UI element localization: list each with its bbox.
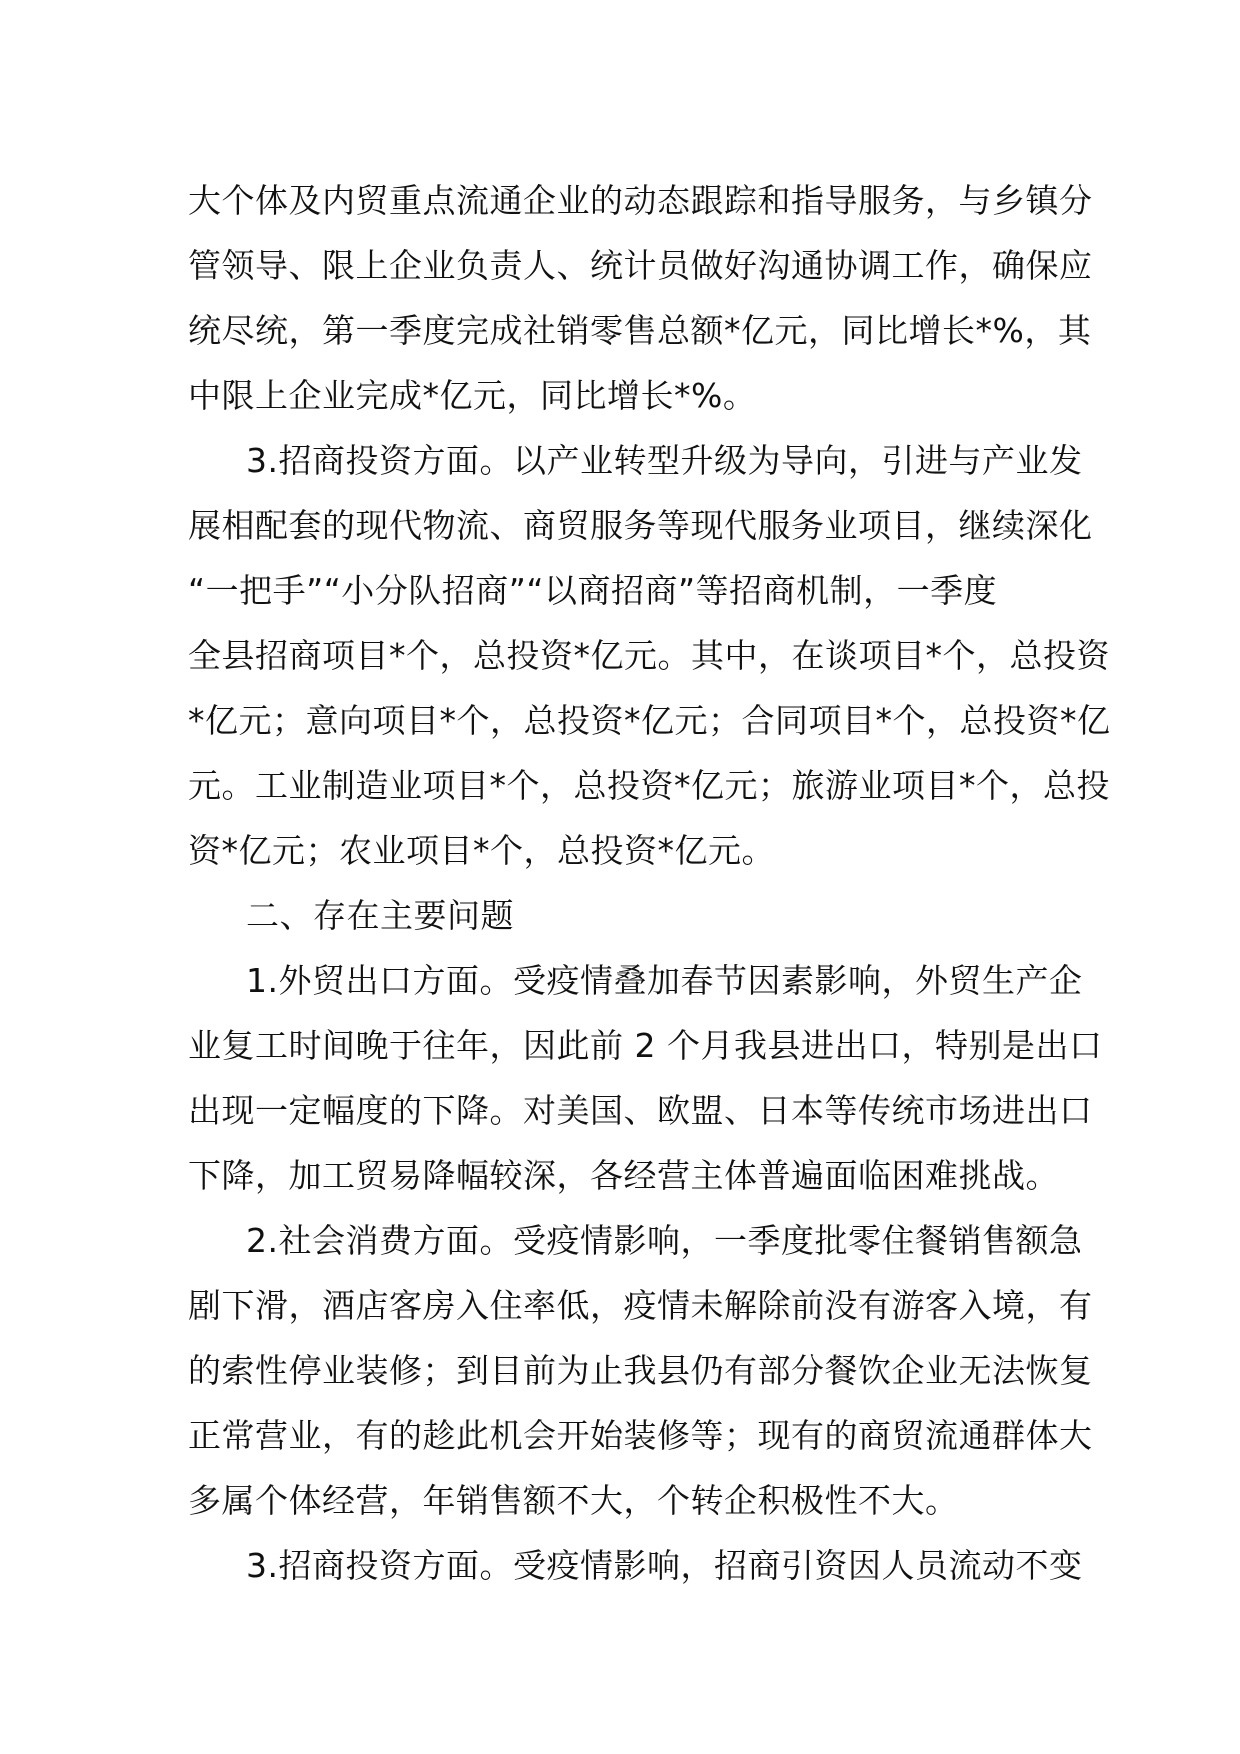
text-line: 出现一定幅度的下降。对美国、欧盟、日本等传统市场进出口 [188,1091,1093,1130]
paragraph-first-line: 1.外贸出口方面。受疫情叠加春节因素影响，外贸生产企 [246,961,1083,1000]
text-line: 中限上企业完成*亿元，同比增长*%。 [188,376,757,415]
text-line: *亿元；意向项目*个，总投资*亿元；合同项目*个，总投资*亿 [188,701,1111,740]
paragraph-first-line: 3.招商投资方面。受疫情影响，招商引资因人员流动不变 [246,1546,1083,1585]
text-line: 资*亿元；农业项目*个，总投资*亿元。 [188,831,775,870]
text-line: 下降，加工贸易降幅较深，各经营主体普遍面临困难挑战。 [188,1156,1059,1195]
paragraph-first-line: 二、存在主要问题 [246,896,514,935]
text-line: 展相配套的现代物流、商贸服务等现代服务业项目，继续深化 [188,506,1093,545]
text-line: 业复工时间晚于往年，因此前 2 个月我县进出口，特别是出口 [188,1026,1103,1065]
text-line: 管领导、限上企业负责人、统计员做好沟通协调工作，确保应 [188,246,1093,285]
text-line: 多属个体经营，年销售额不大，个转企积极性不大。 [188,1481,959,1520]
document-body [188,168,1111,1598]
paragraph-first-line: 2.社会消费方面。受疫情影响，一季度批零住餐销售额急 [246,1221,1083,1260]
text-line: 正常营业，有的趁此机会开始装修等；现有的商贸流通群体大 [188,1416,1093,1455]
text-line: 大个体及内贸重点流通企业的动态跟踪和指导服务，与乡镇分 [188,181,1093,220]
text-line: 元。工业制造业项目*个，总投资*亿元；旅游业项目*个，总投 [188,766,1110,805]
text-line: 的索性停业装修；到目前为止我县仍有部分餐饮企业无法恢复 [188,1351,1093,1390]
text-line: “一把手”“小分队招商”“以商招商”等招商机制，一季度 [188,571,998,610]
paragraph-first-line: 3.招商投资方面。以产业转型升级为导向，引进与产业发 [246,441,1083,480]
text-line: 统尽统，第一季度完成社销零售总额*亿元，同比增长*%，其 [188,311,1092,350]
text-line: 剧下滑，酒店客房入住率低，疫情未解除前没有游客入境，有 [188,1286,1093,1325]
text-line: 全县招商项目*个，总投资*亿元。其中，在谈项目*个，总投资 [188,636,1110,675]
